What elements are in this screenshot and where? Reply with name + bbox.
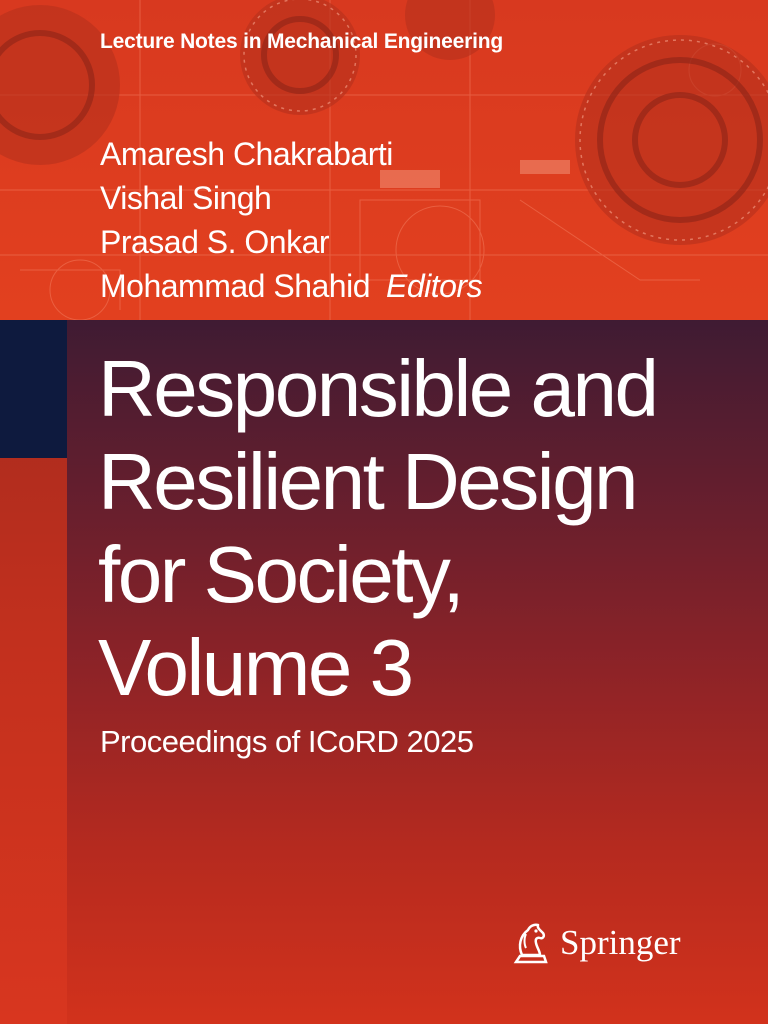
editor-name: Prasad S. Onkar (100, 224, 330, 260)
editor-name: Vishal Singh (100, 180, 272, 216)
series-title: Lecture Notes in Mechanical Engineering (100, 30, 503, 53)
springer-horse-icon (510, 920, 552, 966)
navy-accent-block (0, 320, 67, 458)
publisher-logo (510, 920, 681, 966)
editors-label: Editors (385, 268, 483, 304)
book-subtitle: Proceedings of ICoRD 2025 (100, 724, 474, 759)
title-line: Responsible and (98, 344, 657, 433)
editor-name: Amaresh Chakrabarti (100, 136, 393, 172)
editor-name: Mohammad Shahid (100, 268, 370, 304)
title-line: Resilient Design (98, 437, 637, 526)
book-title (98, 342, 748, 714)
title-line: Volume 3 (98, 623, 412, 712)
editors-list (100, 132, 482, 308)
title-line: for Society, (98, 530, 463, 619)
publisher-name: Springer (560, 923, 681, 962)
